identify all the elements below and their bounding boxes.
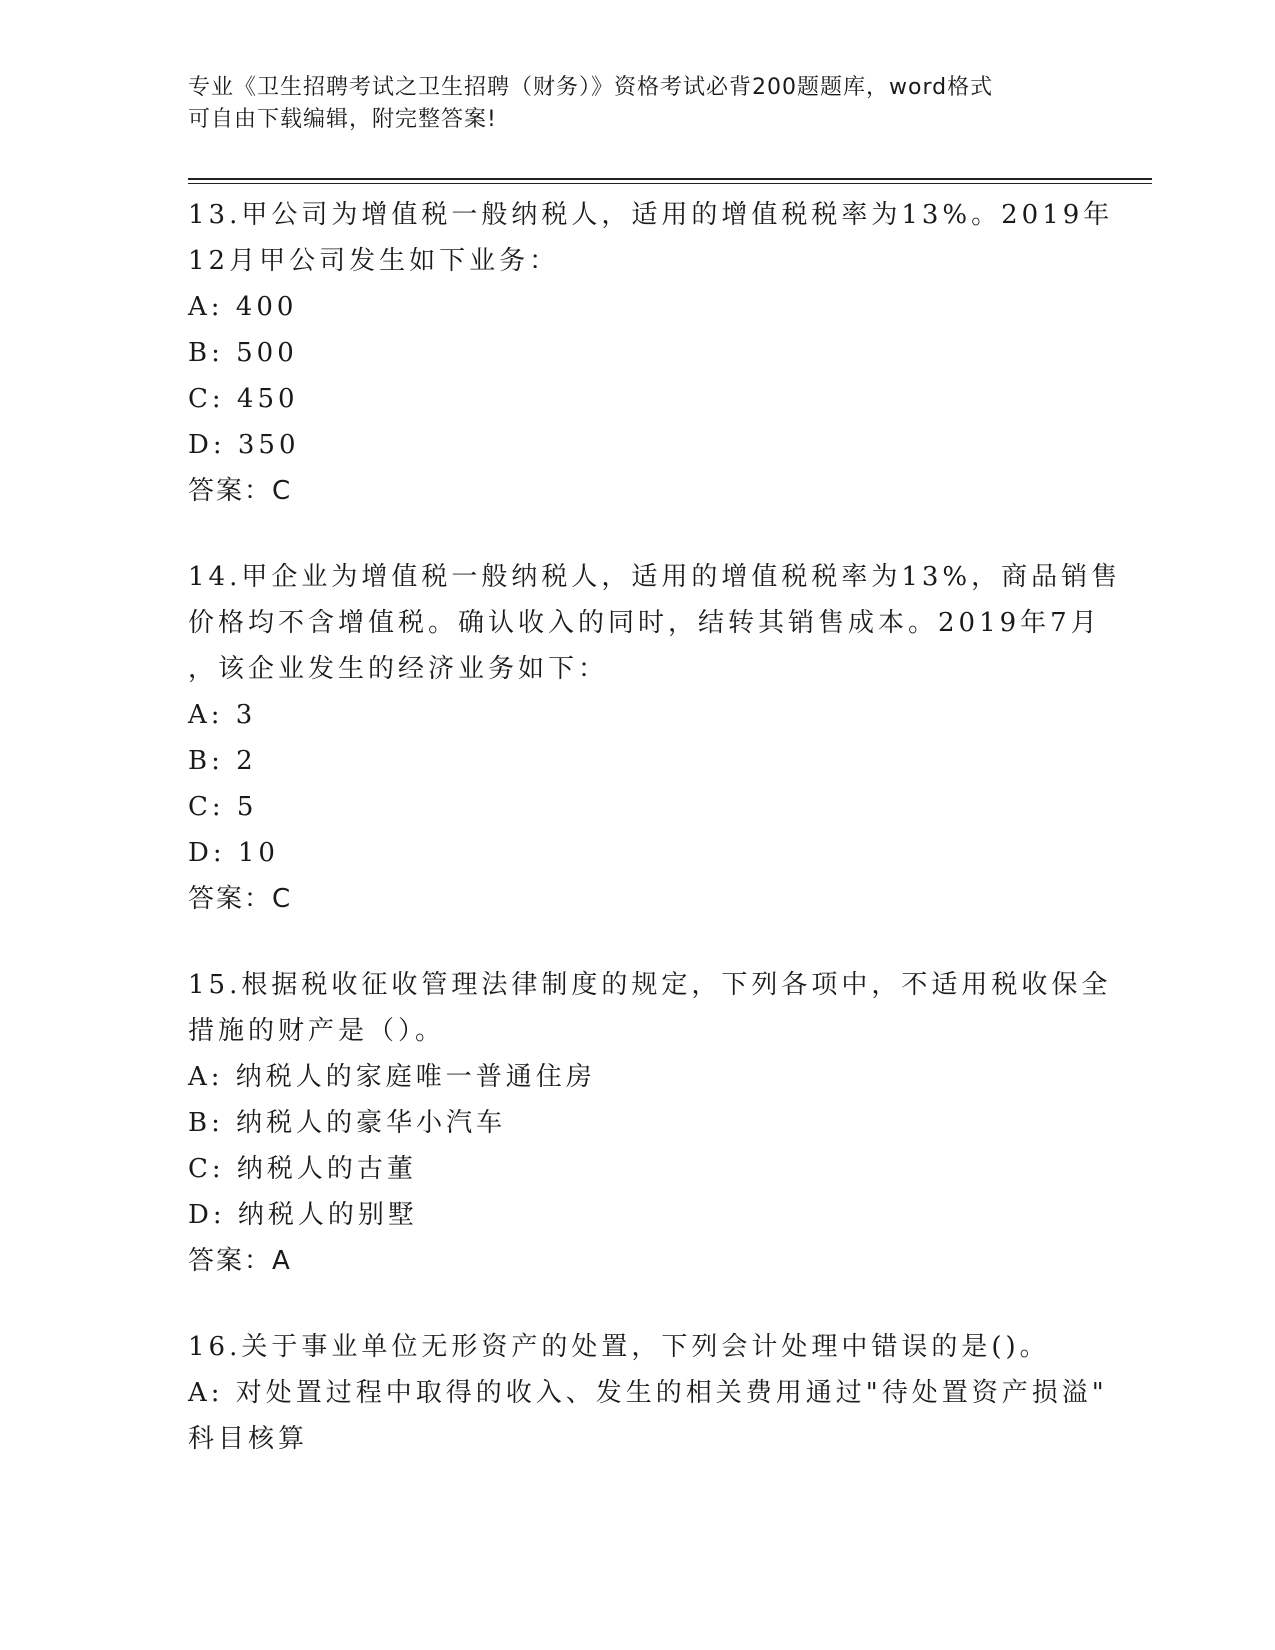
question-text-line: 15.根据税收征收管理法律制度的规定，下列各项中，不适用税收保全 [188,970,1112,1000]
option-a: A: 纳税人的家庭唯一普通住房 [188,1062,596,1092]
option-c: C: 纳税人的古董 [188,1154,417,1184]
option-d: D: 纳税人的别墅 [188,1200,418,1230]
option-a: A: 对处置过程中取得的收入、发生的相关费用通过"待处置资产损溢" [188,1378,1108,1408]
question-text-line: 12月甲公司发生如下业务： [188,246,560,276]
option-b: B: 500 [188,338,298,368]
question-14 [188,554,1122,922]
option-c: C: 5 [188,792,258,822]
option-b: B: 2 [188,746,257,776]
header-rule-thick [188,178,1152,180]
header-line-1: 专业《卫生招聘考试之卫生招聘（财务）》资格考试必背200题题库，word格式 [188,75,994,100]
option-b: B: 纳税人的豪华小汽车 [188,1108,507,1138]
header-line-2: 可自由下载编辑，附完整答案! [188,107,497,132]
question-16 [188,1324,1108,1462]
answer-line: 答案：A [188,1246,292,1276]
question-text-line: 16.关于事业单位无形资产的处置，下列会计处理中错误的是()。 [188,1332,1050,1362]
question-text-line: 14.甲企业为增值税一般纳税人，适用的增值税税率为13%，商品销售 [188,562,1122,592]
question-13 [188,192,1114,514]
header-rule-thin [188,183,1152,184]
option-a: A: 3 [188,700,257,730]
option-a: A: 400 [188,292,298,322]
question-list [188,192,1122,1502]
option-a-continued: 科目核算 [188,1424,309,1454]
option-c: C: 450 [188,384,299,414]
answer-line: 答案：C [188,884,293,914]
question-text-line: ，该企业发生的经济业务如下： [188,654,609,684]
document-header [188,72,1088,136]
answer-line: 答案：C [188,476,293,506]
option-d: D: 10 [188,838,279,868]
option-d: D: 350 [188,430,300,460]
question-15 [188,962,1112,1284]
question-text-line: 价格均不含增值税。确认收入的同时，结转其销售成本。2019年7月 [188,608,1101,638]
question-text-line: 措施的财产是（）。 [188,1016,446,1046]
question-text-line: 13.甲公司为增值税一般纳税人，适用的增值税税率为13%。2019年 [188,200,1114,230]
